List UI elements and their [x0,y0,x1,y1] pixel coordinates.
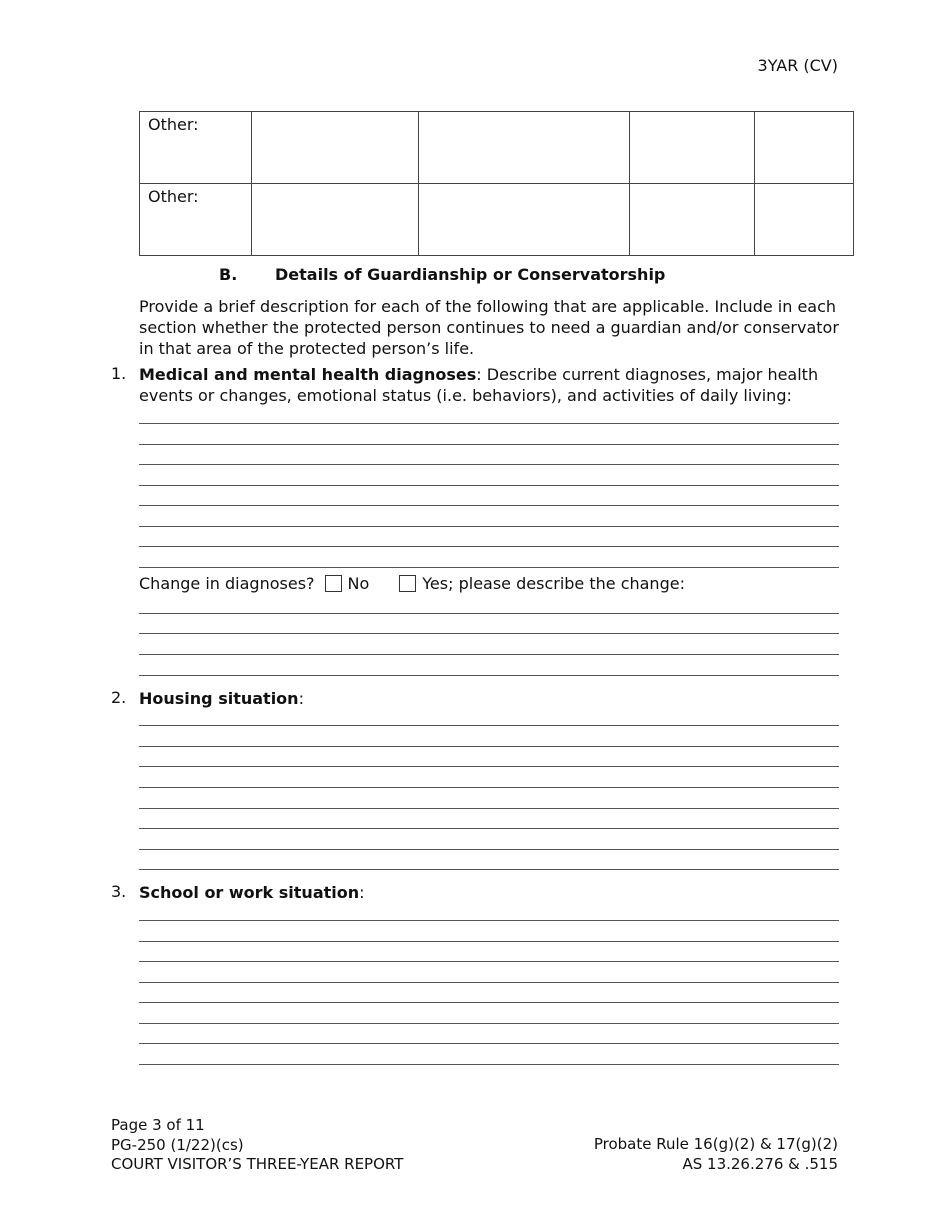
answer-line[interactable] [139,766,839,767]
item-medical [139,364,839,406]
yes-label: Yes; please describe the change: [422,574,685,593]
change-in-diagnoses-row [139,574,685,593]
answer-line[interactable] [139,746,839,747]
answer-line[interactable] [139,485,839,486]
answer-line[interactable] [139,505,839,506]
table-cell[interactable] [755,112,854,184]
answer-line[interactable] [139,675,839,676]
footer-right [594,1135,838,1174]
item-number: 1. [111,364,127,383]
statute-reference: AS 13.26.276 & .515 [682,1154,838,1173]
answer-line[interactable] [139,1023,839,1024]
table-row [140,112,854,184]
table-cell[interactable] [419,112,630,184]
item-school-work [139,882,839,903]
answer-line[interactable] [139,941,839,942]
yes-checkbox[interactable] [399,575,416,592]
no-label: No [347,574,370,593]
change-in-diagnoses-label: Change in diagnoses? [139,574,315,593]
table-cell[interactable] [630,112,755,184]
answer-line[interactable] [139,808,839,809]
other-table [139,111,854,256]
item-title: Medical and mental health diagnoses [139,365,477,384]
section-title: Details of Guardianship or Conservatorship [275,265,666,284]
item-number: 3. [111,882,127,901]
table-cell-label: Other: [140,112,252,184]
table-cell[interactable] [419,184,630,256]
answer-line[interactable] [139,633,839,634]
answer-line[interactable] [139,1064,839,1065]
page-number: Page 3 of 11 [111,1116,205,1134]
table-cell[interactable] [630,184,755,256]
answer-line[interactable] [139,920,839,921]
form-id: PG-250 (1/22)(cs) [111,1135,244,1154]
rule-reference: Probate Rule 16(g)(2) & 17(g)(2) [593,1135,838,1153]
table-cell[interactable] [252,184,419,256]
table-cell[interactable] [252,112,419,184]
answer-line[interactable] [139,526,839,527]
item-number: 2. [111,688,127,707]
answer-line[interactable] [139,1043,839,1044]
section-intro: Provide a brief description for each of the following that are applicable. Include in each section whether the protected person continues to need a guardian and/or conservator in that area of the protected person’s life. [139,297,839,358]
answer-line[interactable] [139,567,839,568]
item-housing [139,688,839,709]
answer-line[interactable] [139,961,839,962]
answer-line[interactable] [139,613,839,614]
item-description: : Describe current diagnoses, major health events or changes, emotional status (i.e. behaviors), and activities of daily living: [139,365,819,405]
answer-line[interactable] [139,982,839,983]
footer-left [111,1116,403,1175]
item-title: Housing situation [139,689,299,708]
answer-line[interactable] [139,828,839,829]
answer-line[interactable] [139,849,839,850]
answer-line[interactable] [139,546,839,547]
item-description: : [298,689,304,708]
form-name: COURT VISITOR’S THREE-YEAR REPORT [111,1155,404,1173]
answer-line[interactable] [139,725,839,726]
answer-line[interactable] [139,654,839,655]
answer-line[interactable] [139,444,839,445]
table-cell[interactable] [755,184,854,256]
item-title: School or work situation [139,883,360,902]
form-code: 3YAR (CV) [757,56,838,75]
table-row [140,184,854,256]
answer-line[interactable] [139,423,839,424]
no-checkbox[interactable] [325,575,342,592]
section-letter: B. [219,265,238,284]
answer-line[interactable] [139,464,839,465]
item-description: : [359,883,365,902]
answer-line[interactable] [139,1002,839,1003]
table-cell-label: Other: [140,184,252,256]
answer-line[interactable] [139,787,839,788]
answer-line[interactable] [139,869,839,870]
